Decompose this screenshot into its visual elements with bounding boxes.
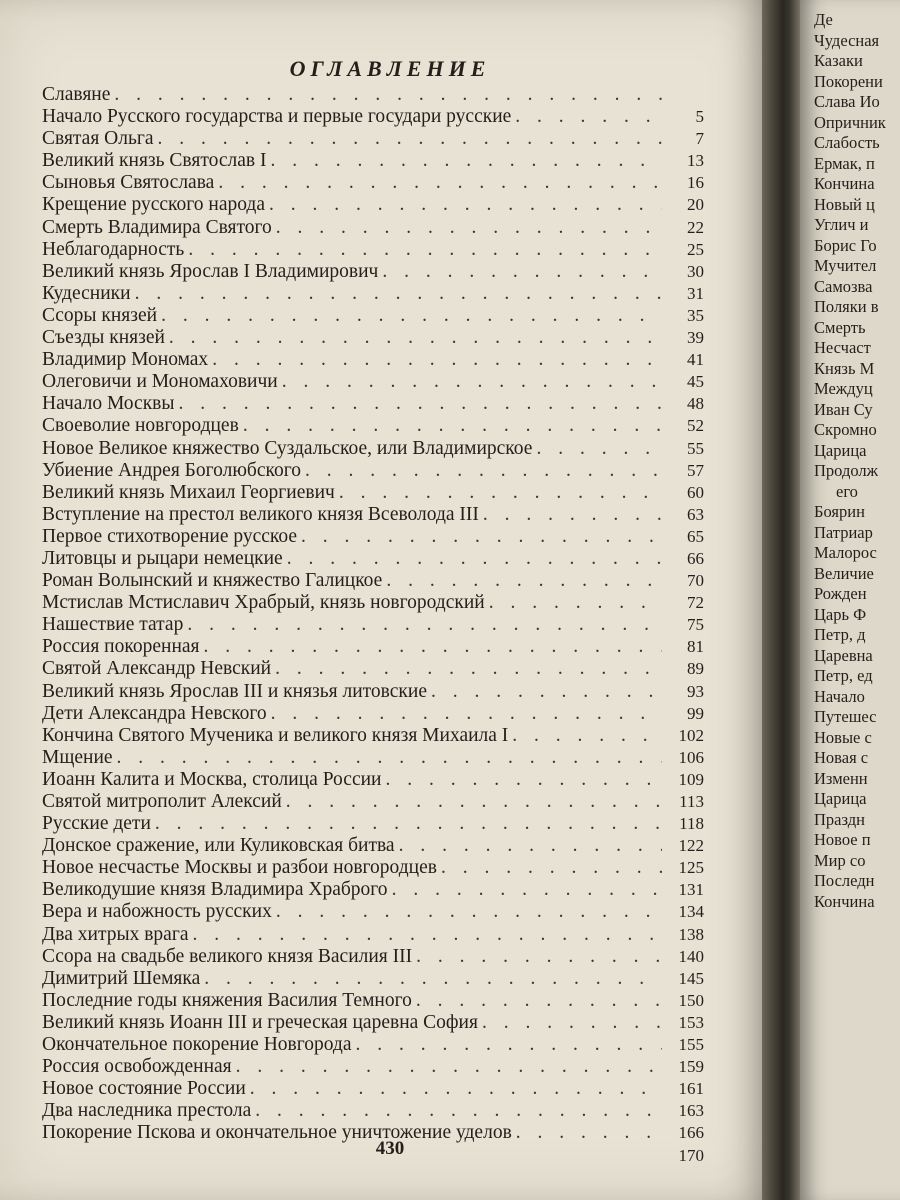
toc-entry-page: 163 bbox=[678, 1101, 704, 1121]
right-page-line: Борис Го bbox=[814, 235, 877, 255]
toc-entry-page: 41 bbox=[687, 350, 704, 370]
right-page-line: Праздн bbox=[814, 809, 865, 829]
right-page-line: Смерть bbox=[814, 317, 866, 337]
toc-entry-title: Ссоры князей bbox=[42, 304, 158, 326]
right-page bbox=[800, 0, 900, 1200]
toc-entry-page: 39 bbox=[687, 328, 704, 348]
right-page-line: Ермак, п bbox=[814, 153, 875, 173]
toc-entry-page: 134 bbox=[678, 902, 704, 922]
toc-entry-page: 60 bbox=[687, 482, 704, 502]
toc-entry-title: Первое стихотворение русское bbox=[42, 525, 298, 547]
leader-dots bbox=[282, 371, 662, 393]
toc-entry-page: 20 bbox=[687, 195, 704, 215]
right-page-line: Продолж bbox=[814, 461, 879, 480]
right-page-line: Патриар bbox=[814, 522, 873, 542]
leader-dots bbox=[399, 835, 662, 857]
toc-entry-page: 25 bbox=[687, 239, 704, 259]
toc-entry-title: Неблагодарность bbox=[42, 238, 185, 260]
toc-entry bbox=[42, 327, 704, 349]
right-page-line: Чудесная bbox=[814, 30, 880, 50]
toc-entry-page: 52 bbox=[687, 416, 704, 436]
toc-entry bbox=[42, 835, 704, 857]
toc-entry bbox=[42, 438, 704, 460]
leader-dots bbox=[236, 1056, 662, 1078]
right-page-line: Несчаст bbox=[814, 338, 871, 357]
toc-entry-title: Вступление на престол великого князя Всеволода III bbox=[42, 503, 479, 525]
toc-entry-page: 109 bbox=[678, 769, 704, 789]
leader-dots bbox=[536, 438, 662, 460]
leader-dots bbox=[169, 327, 662, 349]
toc-entry-title: Новое несчастье Москвы и разбои новгородцев bbox=[42, 857, 437, 879]
toc-entry-title: Окончательное покорение Новгорода bbox=[42, 1034, 352, 1056]
leader-dots bbox=[135, 283, 662, 305]
toc-entry-title: Своеволие новгородцев bbox=[42, 415, 239, 437]
leader-dots bbox=[276, 217, 662, 239]
toc-entry-title: Россия освобожденная bbox=[42, 1056, 232, 1078]
right-page-line: Новое п bbox=[814, 830, 871, 849]
toc-entry-title: Убиение Андрея Боголюбского bbox=[42, 459, 302, 481]
leader-dots bbox=[255, 1100, 662, 1122]
toc-entry bbox=[42, 504, 704, 526]
toc-entry bbox=[42, 681, 704, 703]
toc-entry bbox=[42, 968, 704, 990]
right-page-line: Скромно bbox=[814, 420, 877, 439]
toc-entry-page: 170 bbox=[678, 1145, 704, 1165]
toc-entry-title: Кудесники bbox=[42, 282, 131, 304]
leader-dots bbox=[416, 946, 662, 968]
toc-entry-page: 35 bbox=[687, 305, 704, 325]
leader-dots bbox=[512, 725, 662, 747]
leader-dots bbox=[271, 703, 662, 725]
right-page-line: Кончина bbox=[814, 174, 875, 193]
right-page-line: Последн bbox=[814, 871, 875, 890]
toc-entry-title: Съезды князей bbox=[42, 327, 165, 349]
right-page-line: Самозва bbox=[814, 276, 873, 296]
leader-dots bbox=[187, 614, 662, 636]
toc-entry-page: 66 bbox=[687, 548, 704, 568]
right-page-line: Углич и bbox=[814, 215, 869, 234]
toc-entry-page: 55 bbox=[687, 438, 704, 458]
toc-entry-page: 30 bbox=[687, 261, 704, 281]
toc-entry bbox=[42, 791, 704, 813]
toc-entry-title: Дети Александра Невского bbox=[42, 702, 267, 724]
right-page-line: Петр, д bbox=[814, 625, 866, 644]
toc-entry-page: 13 bbox=[687, 151, 704, 171]
leader-dots bbox=[269, 194, 662, 216]
right-page-line: Путешес bbox=[814, 707, 877, 726]
toc-entry bbox=[42, 946, 704, 968]
toc-entry bbox=[42, 106, 704, 128]
toc-entry bbox=[42, 614, 704, 636]
toc-entry-page: 31 bbox=[687, 283, 704, 303]
toc-entry-title: Новое состояние России bbox=[42, 1078, 246, 1100]
toc-entry-title: Начало Москвы bbox=[42, 393, 175, 415]
right-page-line: Опричник bbox=[814, 112, 886, 132]
toc-entry-page: 166 bbox=[678, 1123, 704, 1143]
toc-entry bbox=[42, 636, 704, 658]
toc-entry-title: Донское сражение, или Куликовская битва bbox=[42, 835, 395, 857]
leader-dots bbox=[114, 84, 662, 106]
toc-entry bbox=[42, 482, 704, 504]
right-page-line: Величие bbox=[814, 563, 874, 583]
toc-entry-title: Великий князь Ярослав III и князья литовские bbox=[42, 680, 427, 702]
toc-entry-title: Великий князь Иоанн III и греческая царевна София bbox=[42, 1011, 478, 1033]
toc-entry-title: Мстислав Мстиславич Храбрый, князь новгородский bbox=[42, 592, 485, 614]
toc-entry bbox=[42, 460, 704, 482]
toc-entry bbox=[42, 261, 704, 283]
toc-entry bbox=[42, 172, 704, 194]
leader-dots bbox=[286, 791, 662, 813]
toc-entry bbox=[42, 415, 704, 437]
toc-entry-page: 122 bbox=[678, 836, 704, 856]
right-page-line: Князь М bbox=[814, 358, 875, 378]
right-page-line: Казаки bbox=[814, 51, 863, 70]
toc-entry-page: 99 bbox=[687, 703, 704, 723]
leader-dots bbox=[204, 636, 662, 658]
right-page-line: Царица bbox=[814, 440, 867, 460]
toc-entry-title: Нашествие татар bbox=[42, 614, 184, 636]
right-page-line: Кончина bbox=[814, 891, 875, 911]
toc-entry-title: Роман Волынский и княжество Галицкое bbox=[42, 570, 383, 592]
toc-entry-title: Олеговичи и Мономаховичи bbox=[42, 371, 278, 393]
toc-entry bbox=[42, 305, 704, 327]
toc-entry-title: Кончина Святого Мученика и великого князя Михаила I bbox=[42, 724, 509, 746]
toc-entry-page: 131 bbox=[678, 880, 704, 900]
toc-entry bbox=[42, 570, 704, 592]
toc-entry-page: 48 bbox=[687, 394, 704, 414]
toc-entry bbox=[42, 813, 704, 835]
toc-entry-title: Последние годы княжения Василия Темного bbox=[42, 989, 412, 1011]
toc-entry-page: 5 bbox=[695, 107, 704, 127]
toc-entry-page: 63 bbox=[687, 504, 704, 524]
leader-dots bbox=[382, 261, 662, 283]
toc-entry bbox=[42, 548, 704, 570]
right-page-fragments bbox=[814, 10, 900, 912]
toc-entry-title: Начало Русского государства и первые государи русские bbox=[42, 106, 512, 128]
leader-dots bbox=[339, 482, 662, 504]
toc-entry bbox=[42, 1078, 704, 1100]
right-page-line: Царь Ф bbox=[814, 604, 867, 624]
toc-entry bbox=[42, 769, 704, 791]
leader-dots bbox=[301, 526, 662, 548]
toc-entry bbox=[42, 84, 704, 106]
toc-entry-page: 57 bbox=[687, 460, 704, 480]
leader-dots bbox=[489, 592, 662, 614]
toc-entry-title: Покорение Пскова и окончательное уничтожение уделов bbox=[42, 1122, 512, 1144]
toc-entry-page: 125 bbox=[678, 858, 704, 878]
toc-entry-page: 22 bbox=[687, 217, 704, 237]
leader-dots bbox=[204, 968, 662, 990]
toc-entry-page: 106 bbox=[678, 747, 704, 767]
right-page-line: Поляки в bbox=[814, 297, 879, 316]
toc-entry bbox=[42, 239, 704, 261]
leader-dots bbox=[117, 747, 662, 769]
right-page-line: Малорос bbox=[814, 543, 877, 562]
toc-entry-page: 138 bbox=[678, 924, 704, 944]
right-page-line: Иван Су bbox=[814, 399, 873, 419]
toc-entry-title: Смерть Владимира Святого bbox=[42, 216, 272, 238]
toc-entry bbox=[42, 1034, 704, 1056]
leader-dots bbox=[416, 990, 662, 1012]
toc-entry-title: Крещение русского народа bbox=[42, 194, 266, 216]
toc-entry-page: 93 bbox=[687, 681, 704, 701]
leader-dots bbox=[483, 504, 662, 526]
right-page-line: Боярин bbox=[814, 502, 865, 521]
toc-entry bbox=[42, 703, 704, 725]
toc-entry-title: Святая Ольга bbox=[42, 128, 154, 150]
toc-entry-page: 81 bbox=[687, 637, 704, 657]
toc-entry bbox=[42, 1012, 704, 1034]
toc-entry bbox=[42, 283, 704, 305]
leader-dots bbox=[356, 1034, 662, 1056]
toc-entry bbox=[42, 857, 704, 879]
toc-entry-title: Великий князь Святослав I bbox=[42, 150, 267, 172]
toc-entry-title: Великий князь Михаил Георгиевич bbox=[42, 481, 335, 503]
right-page-line: Начало bbox=[814, 686, 865, 706]
toc-entry-title: Великий князь Ярослав I Владимирович bbox=[42, 260, 379, 282]
toc-entry-page: 118 bbox=[679, 814, 704, 834]
leader-dots bbox=[155, 813, 662, 835]
toc-entry-title: Димитрий Шемяка bbox=[42, 967, 201, 989]
right-page-line: Царица bbox=[814, 789, 867, 808]
toc-entry-page: 70 bbox=[687, 571, 704, 591]
right-page-line: Изменн bbox=[814, 768, 868, 788]
toc-entry-title: Славяне bbox=[42, 84, 111, 105]
leader-dots bbox=[270, 150, 662, 172]
leader-dots bbox=[212, 349, 662, 371]
toc-entry-title: Великодушие князя Владимира Храброго bbox=[42, 879, 388, 901]
right-page-line: Покорени bbox=[814, 71, 883, 91]
toc-entry bbox=[42, 217, 704, 239]
toc-entry-title: Владимир Мономах bbox=[42, 349, 209, 371]
right-page-line: Слава Ио bbox=[814, 92, 880, 111]
leader-dots bbox=[515, 106, 662, 128]
toc-entry bbox=[42, 924, 704, 946]
toc-entry-page: 75 bbox=[687, 615, 704, 635]
toc-entry-title: Святой Александр Невский bbox=[42, 658, 272, 680]
right-page-line: Новая с bbox=[814, 748, 869, 767]
toc-entry-page: 89 bbox=[687, 659, 704, 679]
right-page-line: Новый ц bbox=[814, 194, 875, 214]
leader-dots bbox=[386, 570, 662, 592]
toc-entry-title: Вера и набожность русских bbox=[42, 901, 272, 923]
leader-dots bbox=[385, 769, 662, 791]
leader-dots bbox=[441, 857, 662, 879]
leader-dots bbox=[218, 172, 662, 194]
toc-entry bbox=[42, 592, 704, 614]
toc-entry-title: Два хитрых врага bbox=[42, 923, 189, 945]
toc-entry bbox=[42, 1100, 704, 1122]
right-page-line: Междуц bbox=[814, 379, 873, 398]
right-page-line: Слабость bbox=[814, 133, 880, 152]
leader-dots bbox=[192, 924, 662, 946]
right-page-line: Мир со bbox=[814, 850, 866, 870]
toc-entry bbox=[42, 725, 704, 747]
right-page-line: Де bbox=[814, 10, 833, 29]
leader-dots bbox=[392, 879, 662, 901]
leader-dots bbox=[161, 305, 662, 327]
toc-entry bbox=[42, 879, 704, 901]
toc-entry-page: 16 bbox=[687, 173, 704, 193]
right-page-line: Рожден bbox=[814, 584, 867, 603]
toc-entry bbox=[42, 1056, 704, 1078]
leader-dots bbox=[250, 1078, 662, 1100]
toc-entry-page: 65 bbox=[687, 526, 704, 546]
toc-entry-title: Россия покоренная bbox=[42, 636, 200, 658]
leader-dots bbox=[431, 681, 662, 703]
toc-entry-page: 153 bbox=[678, 1012, 704, 1032]
right-page-line: Петр, ед bbox=[814, 666, 873, 685]
leader-dots bbox=[178, 393, 662, 415]
toc-entry-page: 7 bbox=[695, 129, 704, 149]
right-page-line: Новые с bbox=[814, 727, 872, 747]
right-page-line: его bbox=[836, 481, 858, 501]
toc-entry-title: Новое Великое княжество Суздальское, или Владимирское bbox=[42, 437, 533, 459]
toc-entry bbox=[42, 128, 704, 150]
toc-entry bbox=[42, 150, 704, 172]
toc-entry-page: 155 bbox=[678, 1035, 704, 1055]
toc-entry bbox=[42, 349, 704, 371]
right-page-line: Царевна bbox=[814, 645, 873, 665]
toc-entry-page: 145 bbox=[678, 968, 704, 988]
toc-entry bbox=[42, 990, 704, 1012]
right-page-line: Мучител bbox=[814, 256, 877, 275]
leader-dots bbox=[243, 415, 662, 437]
leader-dots bbox=[158, 128, 662, 150]
page-title: ОГЛАВЛЕНИЕ bbox=[289, 56, 491, 81]
toc-entry-page: 140 bbox=[678, 946, 704, 966]
toc-entry bbox=[42, 658, 704, 680]
toc-entry-page: 159 bbox=[678, 1057, 704, 1077]
toc-entry bbox=[42, 371, 704, 393]
toc-entry-title: Сыновья Святослава bbox=[42, 172, 215, 194]
toc-entry-page: 102 bbox=[678, 725, 704, 745]
toc-entry-title: Два наследника престола bbox=[42, 1100, 252, 1122]
toc-entry-page: 72 bbox=[687, 593, 704, 613]
toc-entry-title: Литовцы и рыцари немецкие bbox=[42, 547, 283, 569]
toc-entry bbox=[42, 194, 704, 216]
leader-dots bbox=[482, 1012, 662, 1034]
page-number: 430 bbox=[375, 1138, 405, 1159]
toc-entry-page: 161 bbox=[678, 1079, 704, 1099]
toc-entry-title: Ссора на свадьбе великого князя Василия III bbox=[42, 945, 413, 967]
toc-entry-page: 45 bbox=[687, 372, 704, 392]
toc-entry-title: Мщение bbox=[42, 746, 113, 768]
toc-entry-title: Иоанн Калита и Москва, столица России bbox=[42, 768, 382, 790]
toc-entry-title: Русские дети bbox=[42, 813, 151, 835]
leader-dots bbox=[276, 901, 662, 923]
leader-dots bbox=[287, 548, 662, 570]
table-of-contents bbox=[42, 84, 704, 1167]
toc-entry-title: Святой митрополит Алексий bbox=[42, 791, 282, 812]
leader-dots bbox=[188, 239, 662, 261]
toc-entry bbox=[42, 526, 704, 548]
leader-dots bbox=[275, 658, 662, 680]
toc-entry-page: 113 bbox=[679, 792, 704, 811]
leader-dots bbox=[305, 460, 662, 482]
toc-entry bbox=[42, 901, 704, 923]
toc-entry bbox=[42, 393, 704, 415]
toc-entry bbox=[42, 747, 704, 769]
toc-entry-page: 150 bbox=[678, 990, 704, 1010]
